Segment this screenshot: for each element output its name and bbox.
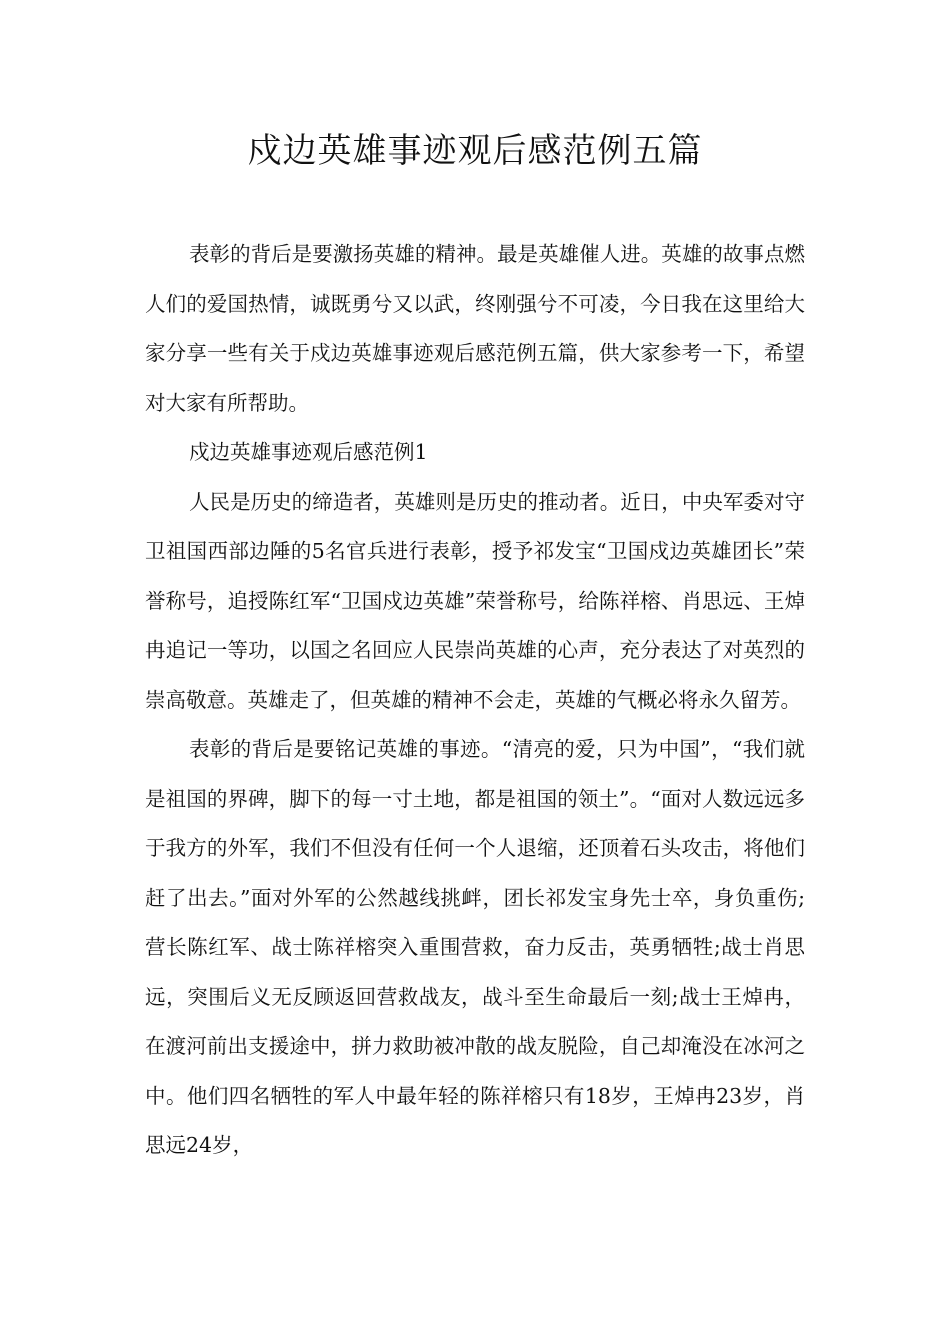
body-paragraph-1: 人民是历史的缔造者，英雄则是历史的推动者。近日，中央军委对守卫祖国西部边陲的5名官兵进行表彰，授予祁发宝“卫国戍边英雄团长”荣誉称号，追授陈红军“卫国戍边英雄”荣誉称号，给陈祥榕、肖思远、王焯冉追记一等功，以国之名回应人民崇尚英雄的心声，充分表达了对英烈的崇高敬意。英雄走了，但英雄的精神不会走，英雄的气概必将永久留芳。	[145, 489, 805, 712]
document-body	[145, 230, 805, 1171]
body-paragraph-2: 表彰的背后是要铭记英雄的事迹。“清亮的爱，只为中国”，“我们就是祖国的界碑，脚下的每一寸土地，都是祖国的领土”。“面对人数远远多于我方的外军，我们不但没有任何一个人退缩，还顶着石头攻击，将他们赶了出去。”面对外军的公然越线挑衅，团长祁发宝身先士卒，身负重伤;营长陈红军、战士陈祥榕突入重围营救，奋力反击，英勇牺牲;战士肖思远，突围后义无反顾返回营救战友，战斗至生命最后一刻;战士王焯冉，在渡河前出支援途中，拼力救助被冲散的战友脱险，自己却淹没在冰河之中。他们四名牺牲的军人中最年轻的陈祥榕只有18岁，王焯冉23岁，肖思远24岁，	[145, 737, 805, 1157]
section-heading-example-1: 戍边英雄事迹观后感范例1	[189, 440, 428, 464]
intro-paragraph: 表彰的背后是要激扬英雄的精神。最是英雄催人进。英雄的故事点燃人们的爱国热情，诚既勇兮又以武，终刚强兮不可凌，今日我在这里给大家分享一些有关于戍边英雄事迹观后感范例五篇，供大家参考一下，希望对大家有所帮助。	[145, 242, 805, 415]
document-title: 戍边英雄事迹观后感范例五篇	[247, 131, 703, 171]
